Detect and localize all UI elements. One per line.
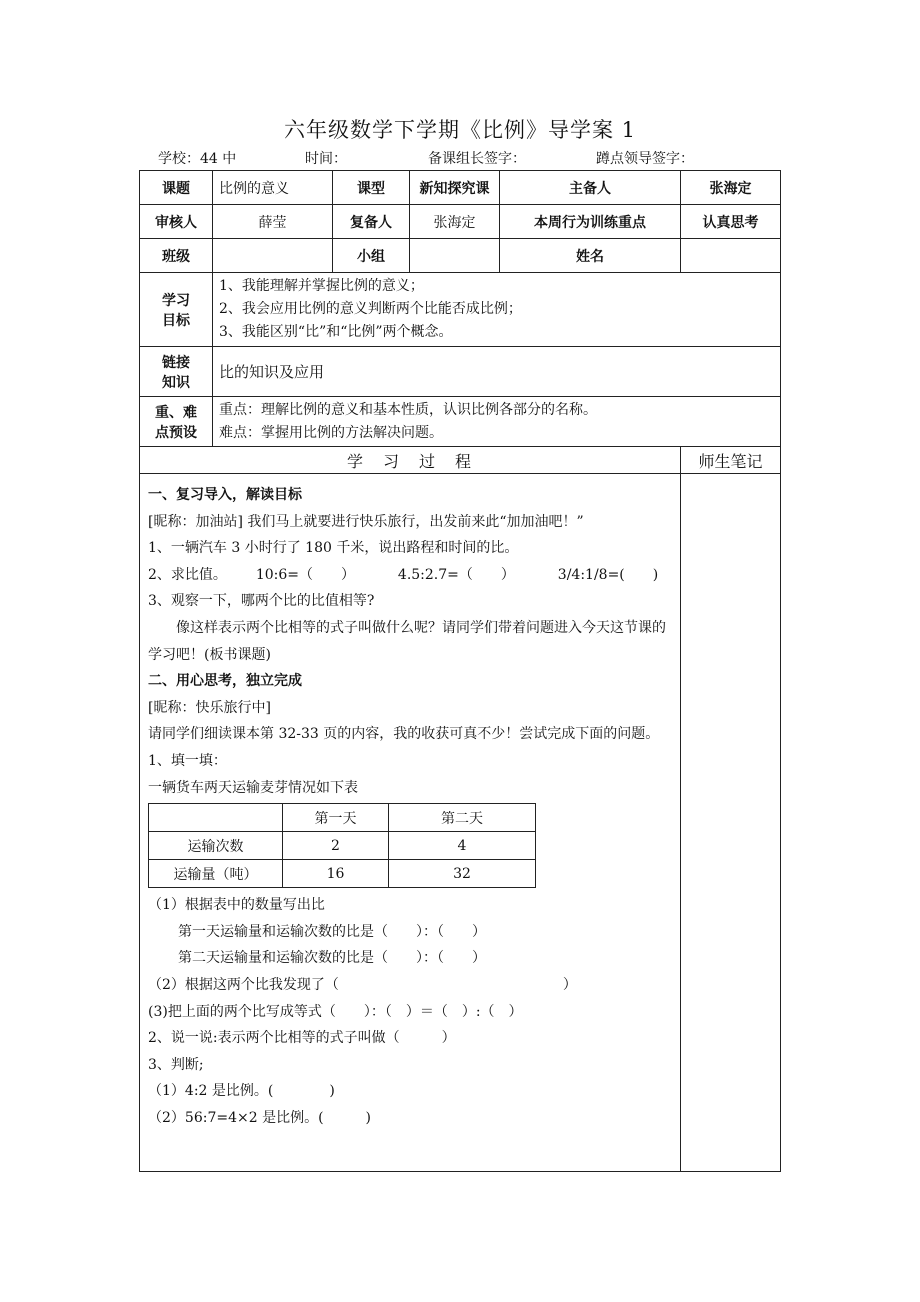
table-caption: 一辆货车两天运输麦芽情况如下表 <box>148 779 358 796</box>
table-row: 运输量（吨） 16 32 <box>149 860 536 888</box>
key-point: 重点：理解比例的意义和基本性质，认识比例各部分的名称。 <box>219 401 597 418</box>
process-content <box>140 474 681 1172</box>
class-label: 班级 <box>140 239 213 273</box>
reviewer-value: 薛莹 <box>213 205 333 239</box>
sub-question-1b: 第二天运输量和运输次数的比是（ ）：（ ） <box>178 950 486 967</box>
group-value[interactable] <box>410 239 500 273</box>
type-label: 课型 <box>333 171 410 205</box>
focus-value: 认真思考 <box>681 205 781 239</box>
link-label: 链接 知识 <box>140 347 213 397</box>
goal-item: 3、我能区别“比”和“比例”两个概念。 <box>219 324 453 340</box>
school-label: 学校：44 中 <box>158 151 237 167</box>
key-label: 重、难 点预设 <box>140 397 213 447</box>
notes-header: 师生笔记 <box>681 447 781 474</box>
sub-question-3: (3)把上面的两个比写成等式（ ）：（ ）＝（ ）:（ ） <box>148 1003 523 1020</box>
goal-item: 2、我会应用比例的意义判断两个比能否成比例； <box>219 301 522 317</box>
difficult-point: 难点：掌握用比例的方法解决问题。 <box>219 424 443 441</box>
lead-label: 主备人 <box>500 171 681 205</box>
section-1-title: 一、复习导入，解读目标 <box>148 487 302 503</box>
lead-value: 张海定 <box>681 171 781 205</box>
focus-label: 本周行为训练重点 <box>500 205 681 239</box>
question-2: 2、求比值。 10:6=（ ） 4.5:2.7=（ ） 3/4:1/8=( ) <box>148 566 659 583</box>
name-label: 姓名 <box>500 239 681 273</box>
table-header-cell <box>149 804 283 832</box>
second-value: 张海定 <box>410 205 500 239</box>
supervisor-sign-label: 蹲点领导签字： <box>596 151 694 167</box>
section-2-paragraph: 请同学们细读课本第 32-33 页的内容，我的收获可真不少！尝试完成下面的问题。 <box>148 726 660 743</box>
table-header-cell: 第二天 <box>389 804 536 832</box>
goals-label: 学习 目标 <box>140 273 213 347</box>
topic-value: 比例的意义 <box>213 171 333 205</box>
judge-label: 3、判断; <box>148 1056 204 1073</box>
question-1: 1、一辆汽车 3 小时行了 180 千米，说出路程和时间的比。 <box>148 540 519 557</box>
judge-item-2: （2）56:7=4×2 是比例。( ) <box>148 1109 371 1126</box>
page-title: 六年级数学下学期《比例》导学案 1 <box>283 118 637 142</box>
name-value[interactable] <box>681 239 781 273</box>
link-value: 比的知识及应用 <box>213 347 781 397</box>
leader-sign-label: 备课组长签字： <box>428 151 526 167</box>
fill-in-label: 1、填一填： <box>148 752 227 769</box>
lesson-plan-table <box>139 170 781 1172</box>
process-header: 学 习 过 程 <box>140 447 681 474</box>
group-label: 小组 <box>333 239 410 273</box>
section-1-nickname: [昵称：加油站] 我们马上就要进行快乐旅行，出发前来此“加加油吧！” <box>148 513 584 530</box>
class-value[interactable] <box>213 239 333 273</box>
say-question: 2、说一说:表示两个比相等的式子叫做（ ） <box>148 1030 456 1047</box>
table-header-cell: 第一天 <box>283 804 389 832</box>
section-2-nickname: [昵称：快乐旅行中] <box>148 699 271 716</box>
goals-list <box>213 273 781 347</box>
topic-label: 课题 <box>140 171 213 205</box>
question-3: 3、观察一下，哪两个比的比值相等? <box>148 593 375 610</box>
transport-table <box>148 803 536 888</box>
type-value: 新知探究课 <box>410 171 500 205</box>
goal-item: 1、我能理解并掌握比例的意义； <box>219 278 424 294</box>
notes-column[interactable] <box>681 474 781 1172</box>
table-row: 运输次数 2 4 <box>149 832 536 860</box>
time-label: 时间： <box>305 151 347 167</box>
sub-question-1: （1）根据表中的数量写出比 <box>148 897 325 914</box>
sub-question-1a: 第一天运输量和运输次数的比是（ ）：（ ） <box>178 923 486 940</box>
key-points <box>213 397 781 447</box>
section-2-title: 二、用心思考，独立完成 <box>148 673 302 690</box>
sub-question-2: （2）根据这两个比我发现了（ ） <box>148 976 577 993</box>
judge-item-1: （1）4:2 是比例。( ) <box>148 1083 335 1100</box>
section-1-paragraph: 像这样表示两个比相等的式子叫做什么呢？请同学们带着问题进入今天这节课的学习吧！(板书课题) <box>148 619 666 663</box>
reviewer-label: 审核人 <box>140 205 213 239</box>
second-label: 复备人 <box>333 205 410 239</box>
